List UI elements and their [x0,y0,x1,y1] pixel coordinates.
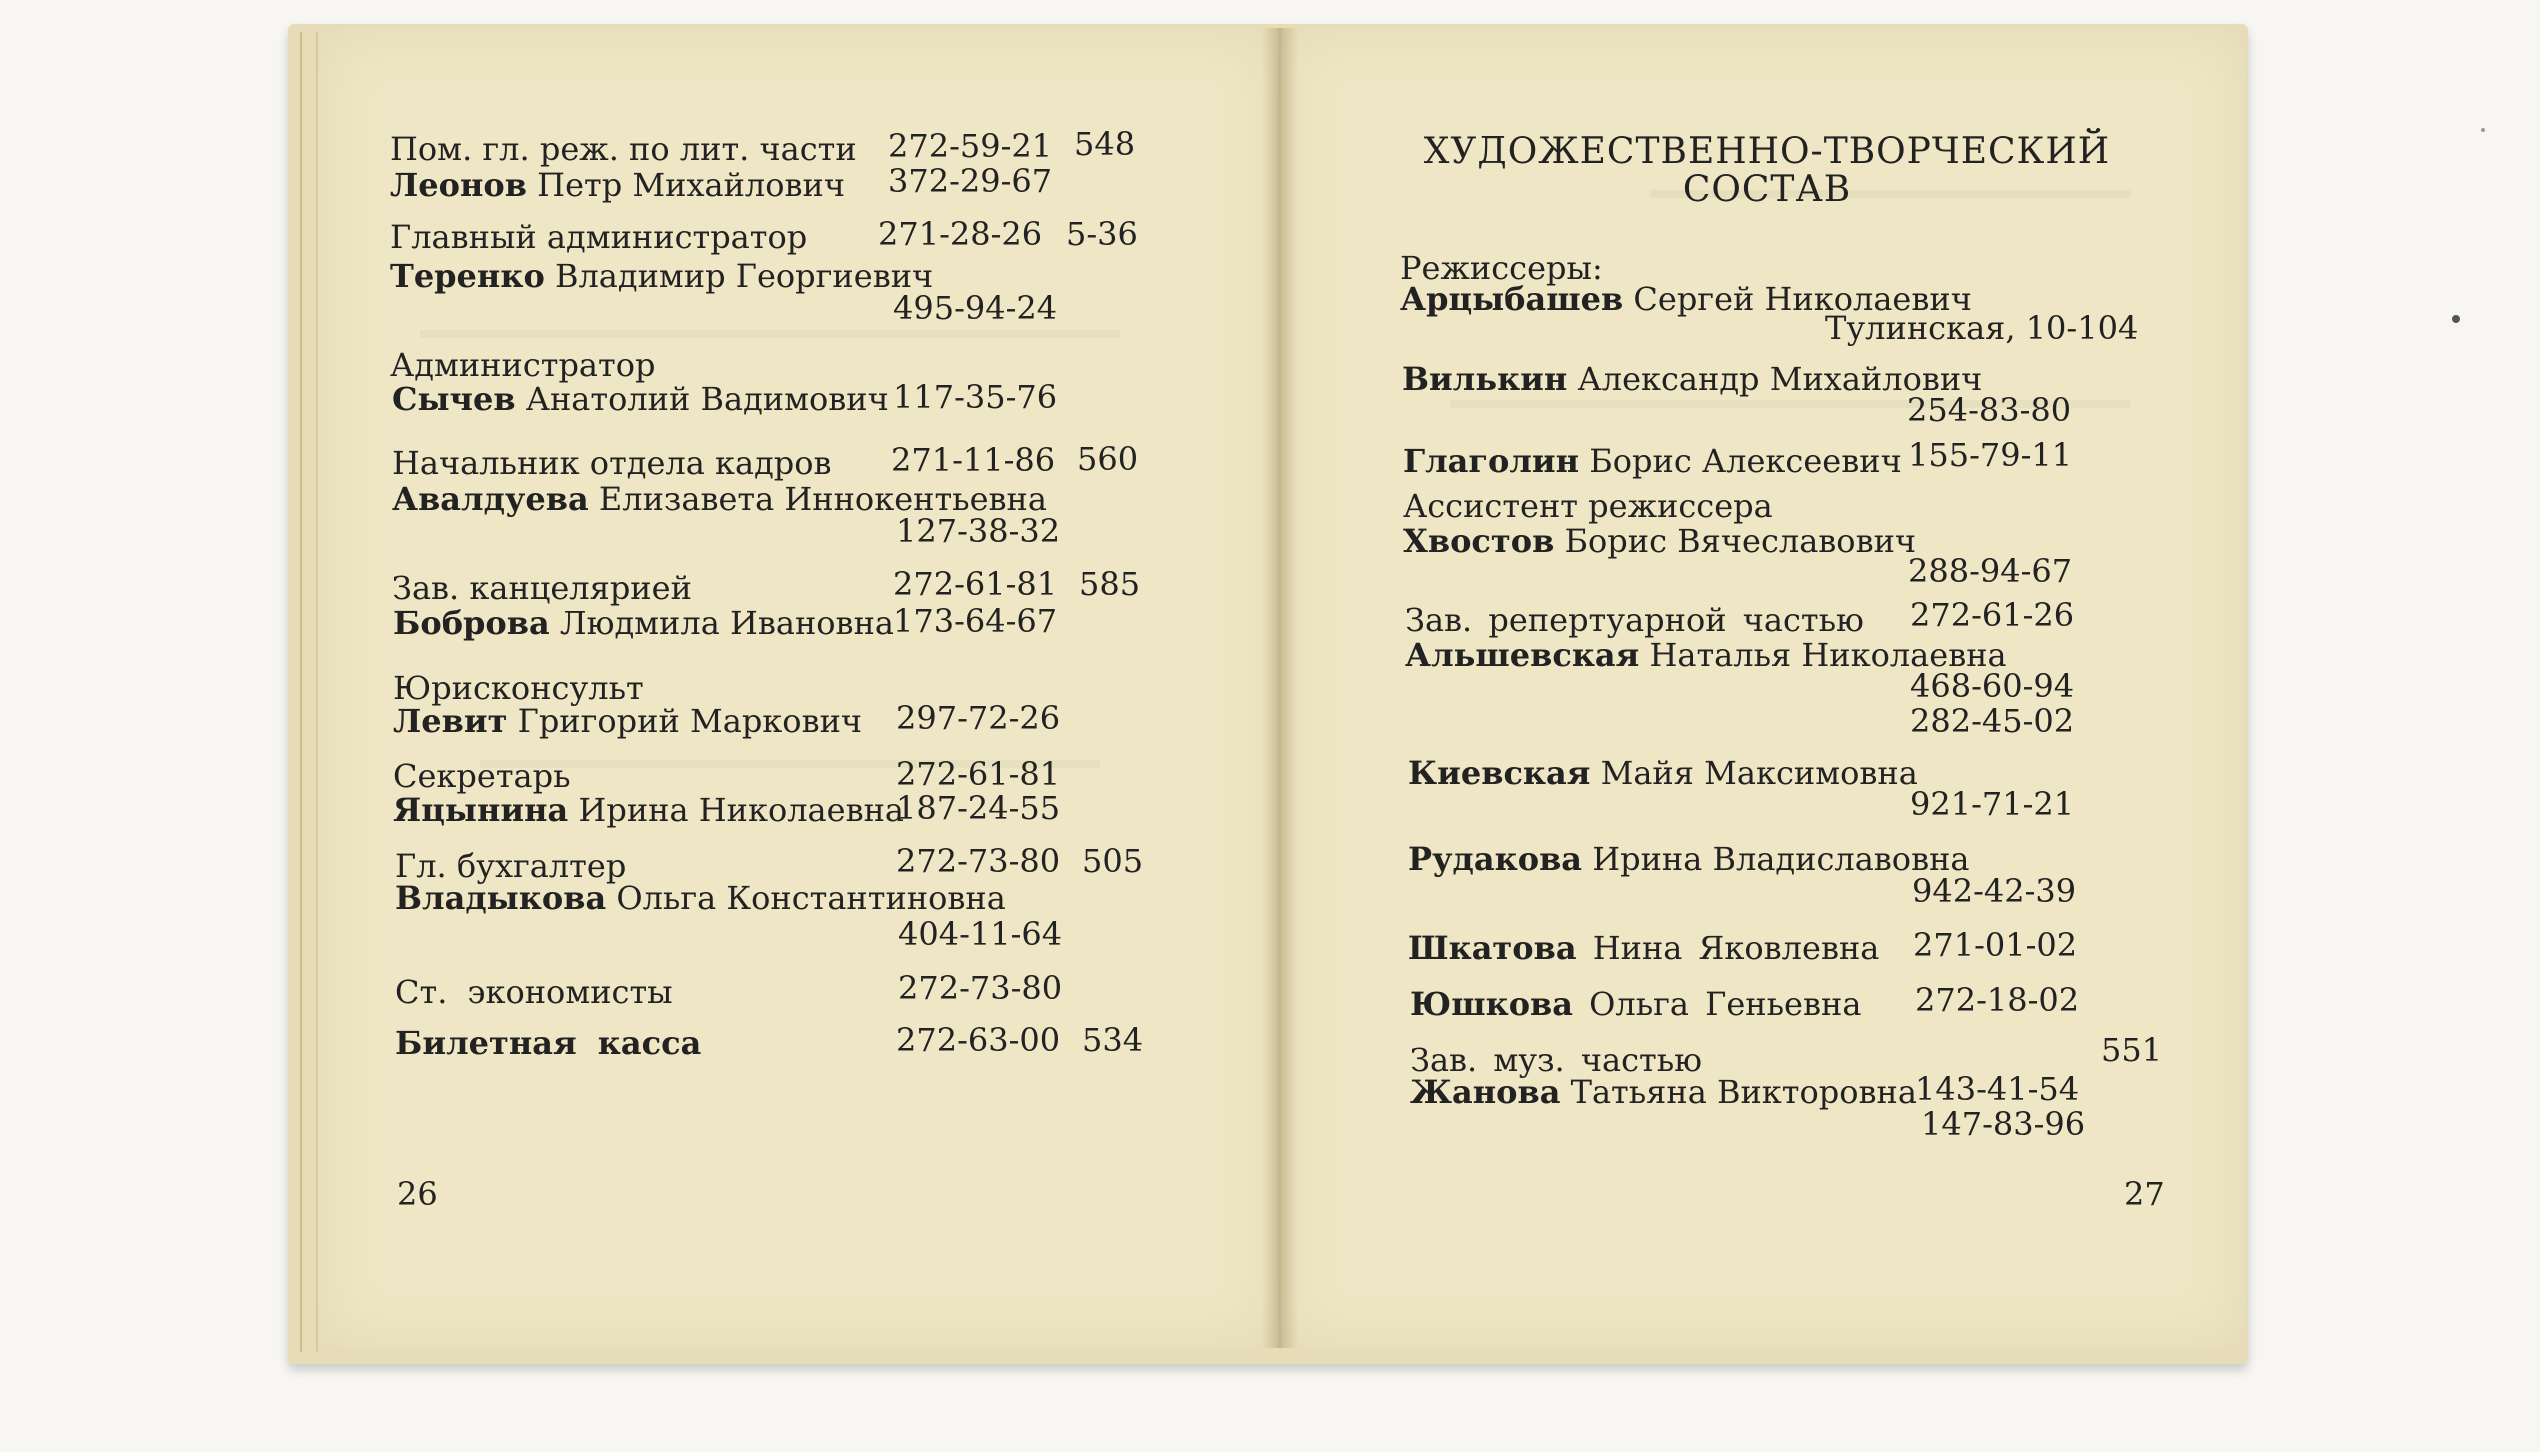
entry-given-name: Ольга Геньевна [1589,985,1862,1023]
entry-given-name: Ольга Константиновна [616,879,1006,917]
entry-phone: 271-11-86 [891,441,1056,479]
entry-person [393,703,862,739]
entry-person [395,880,1006,916]
entry-phone-home: 143-41-54 [1915,1070,2080,1108]
entry-given-name: Владимир Георгиевич [554,257,934,295]
entry-phone-home: 468-60-94 [1910,667,2075,705]
entry-surname: Киевская [1408,754,1591,792]
entry-position: Ст. экономисты [395,973,673,1011]
entry-position: Режиссеры: [1400,249,1603,287]
section-title: ХУДОЖЕСТВЕННО-ТВОРЧЕСКИЙ [1423,131,2111,172]
entry-surname: Вилькин [1402,360,1568,398]
entry-person [390,258,933,294]
entry-person [390,167,845,203]
entry-position: Юрисконсульт [393,669,644,707]
entry-phone-home: 254-83-80 [1907,391,2072,429]
page-edges [300,32,318,1352]
entry-surname: Жанова [1410,1073,1561,1111]
entry-surname: Леонов [390,166,527,204]
entry-person [393,792,904,828]
page-number-right: 27 [2124,1175,2165,1213]
entry-phone-home: 272-18-02 [1915,981,2080,1019]
entry-person [1410,986,1861,1022]
entry-person [1403,523,1916,559]
entry-phone-home: 117-35-76 [893,378,1058,416]
entry-surname: Авалдуева [392,480,589,518]
entry-position: Гл. бухгалтер [395,847,627,885]
entry-surname: Альшевская [1405,636,1640,674]
entry-person [1408,841,1969,877]
entry-position: Зав. канцелярией [392,569,692,607]
entry-given-name: Людмила Ивановна [559,604,894,642]
entry-given-name: Григорий Маркович [517,702,863,740]
entry-address: Тулинская, 10-104 [1825,309,2139,347]
entry-given-name: Петр Михайлович [537,166,846,204]
entry-given-name: Майя Максимовна [1600,754,1918,792]
entry-surname: Юшкова [1410,985,1573,1023]
entry-phone-home: 495-94-24 [893,289,1058,327]
entry-ext: 548 [1074,125,1136,163]
entry-ext: 560 [1077,440,1139,478]
entry-phone-home: 404-11-64 [898,915,1063,953]
entry-phone-home: 297-72-26 [896,699,1061,737]
entry-given-name: Анатолий Вадимович [525,380,889,418]
entry-phone: 271-28-26 [878,215,1043,253]
entry-ext: 551 [2101,1031,2163,1069]
entry-given-name: Александр Михайлович [1577,360,1983,398]
entry-given-name: Елизавета Иннокентьевна [598,480,1047,518]
entry-phone-home: 271-01-02 [1913,926,2078,964]
entry-phone: 272-61-26 [1910,596,2075,634]
entry-surname: Боброва [393,604,550,642]
entry-position: Начальник отдела кадров [392,444,832,482]
entry-ext: 534 [1082,1021,1144,1059]
entry-given-name: Борис Алексеевич [1589,442,1902,480]
entry-position: Билетная касса [395,1024,702,1062]
entry-ext: 505 [1082,842,1144,880]
section-title-line2: СОСТАВ [1682,169,1852,210]
entry-phone: 272-59-21 [888,127,1053,165]
entry-surname: Рудакова [1408,840,1583,878]
entry-person [1403,443,1902,479]
entry-phone-extra: 282-45-02 [1910,702,2075,740]
entry-given-name: Наталья Николаевна [1649,636,2007,674]
entry-position: Зав. муз. частью [1410,1041,1703,1079]
page-number-left: 26 [397,1175,438,1213]
entry-position: Пом. гл. реж. по лит. части [390,130,857,168]
entry-person [392,381,889,417]
entry-person [393,605,894,641]
entry-given-name: Татьяна Викторовна [1570,1073,1917,1111]
entry-surname: Глаголин [1403,442,1580,480]
entry-phone-home: 127-38-32 [896,512,1061,550]
entry-position: Зав. репертуарной частью [1405,601,1864,639]
entry-surname: Сычев [392,380,516,418]
entry-position: Ассистент режиссера [1403,487,1773,525]
entry-surname: Яцынина [393,791,569,829]
entry-phone: 272-61-81 [893,565,1058,603]
entry-phone-home: 921-71-21 [1910,785,2075,823]
dust-speck [2452,315,2460,323]
entry-given-name: Нина Яковлевна [1592,929,1880,967]
entry-surname: Теренко [390,257,545,295]
entry-phone-home: 942-42-39 [1912,872,2077,910]
entry-phone-home: 372-29-67 [888,162,1053,200]
entry-given-name: Сергей Николаевич [1633,280,1972,318]
book-spine [1262,28,1298,1348]
entry-phone-home: 187-24-55 [896,789,1061,827]
entry-phone-home: 155-79-11 [1908,436,2073,474]
entry-person [1408,930,1879,966]
entry-surname: Шкатова [1408,929,1577,967]
entry-given-name: Борис Вячеславович [1564,522,1917,560]
entry-surname: Арцыбашев [1400,280,1624,318]
entry-phone: 272-73-80 [898,969,1063,1007]
entry-phone-extra: 147-83-96 [1921,1105,2086,1143]
entry-position: Администратор [390,346,656,384]
right-page [1280,28,2245,1348]
entry-surname: Левит [393,702,508,740]
entry-person [1408,755,1918,791]
entry-phone-home: 173-64-67 [893,602,1058,640]
entry-phone: 272-63-00 [896,1021,1061,1059]
entry-given-name: Ирина Николаевна [578,791,904,829]
entry-ext: 5-36 [1066,215,1138,253]
entry-person [1402,361,1982,397]
entry-surname: Владыкова [395,879,607,917]
entry-phone: 272-73-80 [896,842,1061,880]
entry-phone-home: 288-94-67 [1908,552,2073,590]
entry-position: Секретарь [393,757,571,795]
entry-phone: 272-61-81 [896,755,1061,793]
entry-ext: 585 [1079,565,1141,603]
entry-position: Главный администратор [390,218,808,256]
entry-surname: Хвостов [1403,522,1555,560]
entry-given-name: Ирина Владиславовна [1592,840,1970,878]
entry-person [1410,1074,1917,1110]
dust-speck [2481,128,2485,132]
